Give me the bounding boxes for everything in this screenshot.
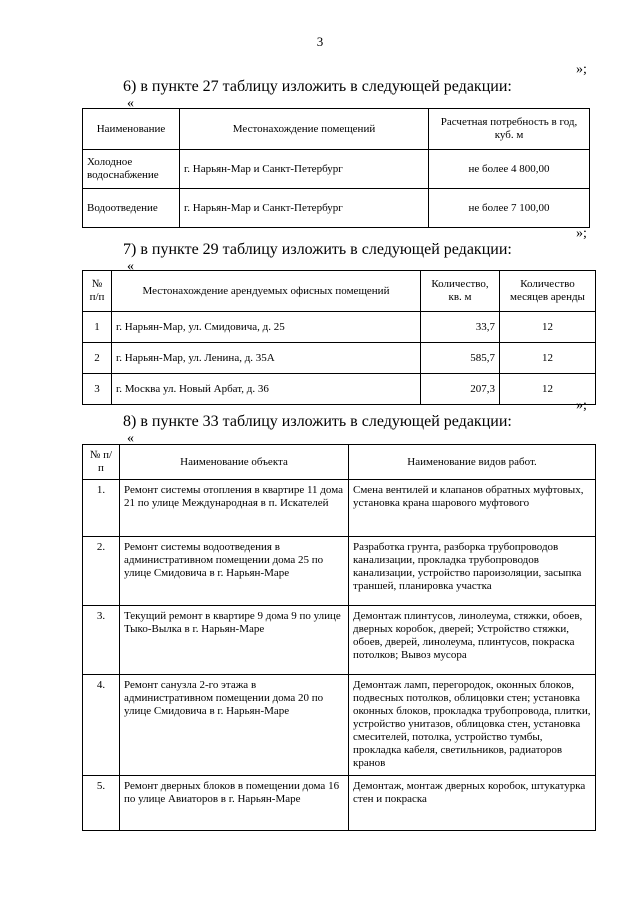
cell-area: 33,7 xyxy=(421,312,500,343)
cell-num: 4. xyxy=(83,675,120,776)
table-row xyxy=(83,675,596,776)
column-header: Количество месяцев аренды xyxy=(500,271,596,312)
column-header: Количество, кв. м xyxy=(421,271,500,312)
table-row xyxy=(83,776,596,831)
cell-location: г. Нарьян-Мар, ул. Смидовича, д. 25 xyxy=(112,312,421,343)
table-row xyxy=(83,606,596,675)
column-header: Расчетная потребность в год, куб. м xyxy=(429,109,590,150)
table-row xyxy=(83,537,596,606)
table-header-row xyxy=(83,109,590,150)
cell-object: Ремонт санузла 2-го этажа в административном помещении дома 20 по улице Смидовича в г. Нарьян-Маре xyxy=(120,675,349,776)
cell-works: Смена вентилей и клапанов обратных муфтовых, установка крана шарового муфтового xyxy=(349,480,596,537)
table-row xyxy=(83,343,596,374)
section7-closing-mark: »; xyxy=(576,398,587,413)
table-row xyxy=(83,480,596,537)
column-header: № п/п xyxy=(83,271,112,312)
cell-location: г. Нарьян-Мар и Санкт-Петербург xyxy=(180,189,429,228)
section6-heading: 6) в пункте 27 таблицу изложить в следующей редакции: xyxy=(123,78,512,95)
cell-name: Водоотведение xyxy=(83,189,180,228)
cell-object: Текущий ремонт в квартире 9 дома 9 по улице Тыко-Вылка в г. Нарьян-Маре xyxy=(120,606,349,675)
cell-works: Демонтаж ламп, перегородок, оконных блоков, подвесных потолков, облицовки стен; установка оконных блоков, прокладка трубопровода, плитки, устройство унитазов, облицовка стен, установка смесителей, потолка, устройство тумбы, прокладка кабеля, светильников, радиаторов кранов xyxy=(349,675,596,776)
cell-num: 5. xyxy=(83,776,120,831)
table-header-row xyxy=(83,271,596,312)
section6-table xyxy=(82,108,590,228)
table-row xyxy=(83,189,590,228)
closing-mark-top: »; xyxy=(576,62,587,77)
cell-works: Демонтаж, монтаж дверных коробок, штукатурка стен и покраска xyxy=(349,776,596,831)
column-header: Наименование объекта xyxy=(120,445,349,480)
column-header: Местонахождение помещений xyxy=(180,109,429,150)
section8-table xyxy=(82,444,596,831)
section6-open-quote: « xyxy=(127,96,134,111)
cell-object: Ремонт системы отопления в квартире 11 дома 21 по улице Международная в п. Искателей xyxy=(120,480,349,537)
cell-location: г. Нарьян-Мар и Санкт-Петербург xyxy=(180,150,429,189)
cell-num: 1. xyxy=(83,480,120,537)
table-row xyxy=(83,312,596,343)
section7-open-quote: « xyxy=(127,259,134,274)
section7-heading: 7) в пункте 29 таблицу изложить в следующей редакции: xyxy=(123,241,512,258)
cell-months: 12 xyxy=(500,374,596,405)
cell-works: Разработка грунта, разборка трубопроводов канализации, прокладка трубопроводов канализации, устройство пароизоляции, засыпка траншей, планировка участка xyxy=(349,537,596,606)
cell-area: 207,3 xyxy=(421,374,500,405)
column-header: Местонахождение арендуемых офисных помещений xyxy=(112,271,421,312)
column-header: Наименование видов работ. xyxy=(349,445,596,480)
table-header-row xyxy=(83,445,596,480)
cell-num: 3 xyxy=(83,374,112,405)
cell-value: не более 7 100,00 xyxy=(429,189,590,228)
cell-location: г. Нарьян-Мар, ул. Ленина, д. 35А xyxy=(112,343,421,374)
cell-area: 585,7 xyxy=(421,343,500,374)
column-header: Наименование xyxy=(83,109,180,150)
cell-months: 12 xyxy=(500,312,596,343)
cell-num: 2 xyxy=(83,343,112,374)
cell-num: 1 xyxy=(83,312,112,343)
section6-closing-mark: »; xyxy=(576,226,587,241)
cell-num: 2. xyxy=(83,537,120,606)
cell-months: 12 xyxy=(500,343,596,374)
cell-num: 3. xyxy=(83,606,120,675)
table-row xyxy=(83,150,590,189)
cell-location: г. Москва ул. Новый Арбат, д. 36 xyxy=(112,374,421,405)
cell-object: Ремонт дверных блоков в помещении дома 16 по улице Авиаторов в г. Нарьян-Маре xyxy=(120,776,349,831)
section8-heading: 8) в пункте 33 таблицу изложить в следующей редакции: xyxy=(123,413,512,430)
column-header: № п/п xyxy=(83,445,120,480)
cell-works: Демонтаж плинтусов, линолеума, стяжки, обоев, дверных коробок, дверей; Устройство стяжки, обоев, дверей, линолеума, плинтусов, покраска потолков; Вывоз мусора xyxy=(349,606,596,675)
section8-open-quote: « xyxy=(127,431,134,446)
cell-object: Ремонт системы водоотведения в административном помещении дома 25 по улице Смидовича в г. Нарьян-Маре xyxy=(120,537,349,606)
cell-name: Холодное водоснабжение xyxy=(83,150,180,189)
cell-value: не более 4 800,00 xyxy=(429,150,590,189)
table-row xyxy=(83,374,596,405)
page-number: 3 xyxy=(316,34,324,49)
section7-table xyxy=(82,270,596,405)
